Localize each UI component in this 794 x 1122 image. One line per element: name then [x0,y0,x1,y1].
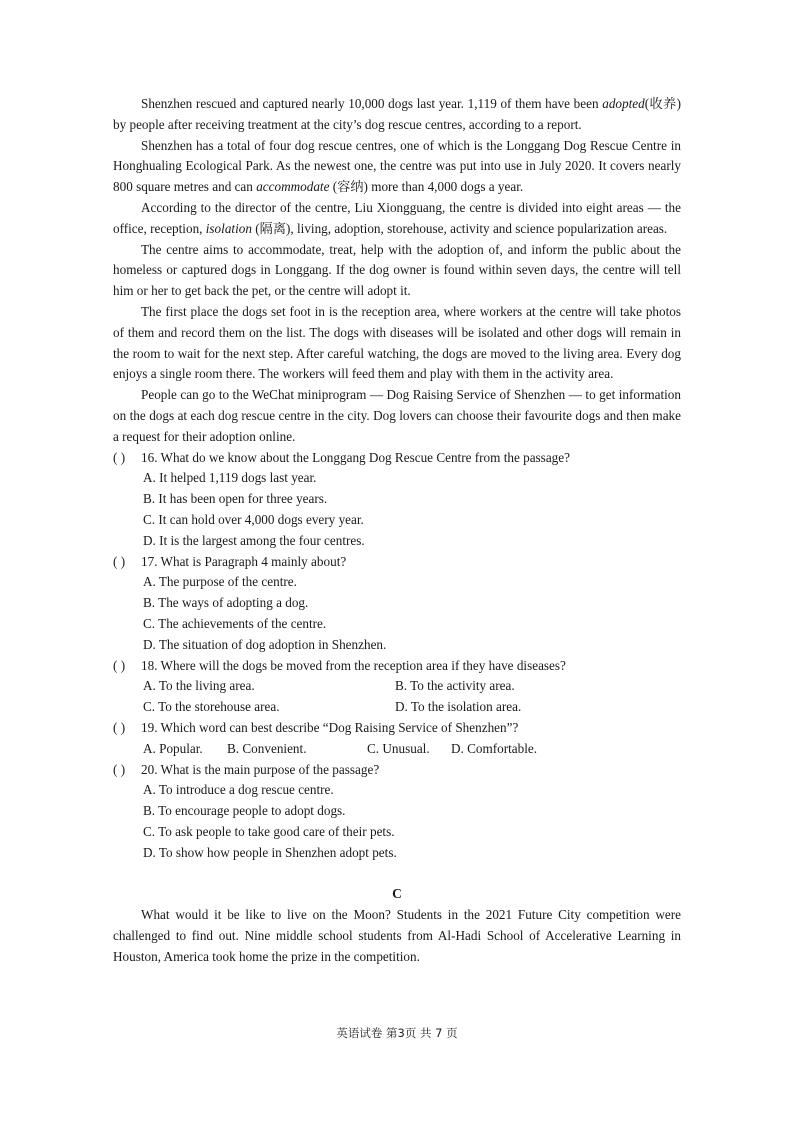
question-16 [113,448,681,469]
option-d: D. Comfortable. [451,740,538,756]
option-a: A. To introduce a dog rescue centre. [143,782,334,798]
exam-page [113,94,681,968]
question-stem: 17. What is Paragraph 4 mainly about? [141,553,347,569]
option-b: B. It has been open for three years. [143,491,328,507]
question-stem: 16. What do we know about the Longgang Dog Rescue Centre from the passage? [141,449,570,465]
answer-blank[interactable]: ( ) [113,761,126,777]
option-b: B. The ways of adopting a dog. [143,595,309,611]
options-row [143,739,681,760]
answer-blank[interactable]: ( ) [113,657,126,673]
option-b: B. Convenient. [227,740,307,756]
option-a: A. It helped 1,119 dogs last year. [143,470,317,486]
option-a: A. To the living area. [143,678,255,694]
option-d: D. To show how people in Shenzhen adopt pets. [143,844,397,860]
option-b: B. To the activity area. [395,678,515,694]
answer-blank[interactable]: ( ) [113,719,126,735]
passage-b-paragraph-5: The first place the dogs set foot in is the reception area, where workers at the centre will take photos of them and record them on the list. The dogs with diseases will be isolated and other dogs will remain in the room to wait for the next step. After careful watching, the dogs are moved to the living area. Every dog enjoys a single room there. The workers will feed them and play with them in the activity area. [113,303,681,382]
passage-b-paragraph-3: According to the director of the centre, Liu Xiongguang, the centre is divided into eight areas — the office, reception, isolation (隔离), living, adoption, storehouse, activity and science popularization areas. [113,199,681,236]
option-d: D. It is the largest among the four centres. [143,532,365,548]
option-d: D. To the isolation area. [395,699,522,715]
option-a: A. The purpose of the centre. [143,574,297,590]
passage-c-paragraph-1: What would it be like to live on the Moon? Students in the 2021 Future City competition were challenged to find out. Nine middle school students from Al-Hadi School of Accelerative Learning in Houston, America took home the prize in the competition. [113,907,681,964]
question-18 [113,656,681,677]
question-17 [113,552,681,573]
passage-b-paragraph-2: Shenzhen has a total of four dog rescue centres, one of which is the Longgang Dog Rescue Centre in Honghualing Ecological Park. As the newest one, the centre was put into use in July 2020. It covers nearly 800 square metres and can accommodate (容纳) more than 4,000 dogs a year. [113,137,681,195]
question-stem: 20. What is the main purpose of the passage? [141,761,380,777]
passage-b-paragraph-6: People can go to the WeChat miniprogram — Dog Raising Service of Shenzhen — to get information on the dogs at each dog rescue centre in the city. Dog lovers can choose their favourite dogs and then make a request for their adoption online. [113,387,681,444]
answer-blank[interactable]: ( ) [113,553,126,569]
option-c: C. Unusual. [367,740,430,756]
passage-b-paragraph-4: The centre aims to accommodate, treat, help with the adoption of, and inform the public about the homeless or captured dogs in Longgang. If the dog owner is found within seven days, the centre will tell him or her to get back the pet, or the centre will adopt it. [113,241,681,299]
option-c: C. To ask people to take good care of their pets. [143,823,395,839]
question-19 [113,718,681,739]
option-a: A. Popular. [143,740,203,756]
option-b: B. To encourage people to adopt dogs. [143,803,346,819]
question-stem: 18. Where will the dogs be moved from the reception area if they have diseases? [141,657,566,673]
passage-b-paragraph-1: Shenzhen rescued and captured nearly 10,000 dogs last year. 1,119 of them have been adopted(收养) by people after receiving treatment at the city’s dog rescue centres, according to a report. [113,96,681,132]
section-c-title: C [392,886,402,902]
page-footer: 英语试卷 第3页 共 7 页 [336,1026,458,1040]
options-grid [143,676,681,718]
option-c: C. The achievements of the centre. [143,615,327,631]
question-20 [113,760,681,781]
question-stem: 19. Which word can best describe “Dog Raising Service of Shenzhen”? [141,719,519,735]
answer-blank[interactable]: ( ) [113,449,126,465]
option-c: C. To the storehouse area. [143,699,280,715]
option-c: C. It can hold over 4,000 dogs every year. [143,511,364,527]
option-d: D. The situation of dog adoption in Shenzhen. [143,636,387,652]
